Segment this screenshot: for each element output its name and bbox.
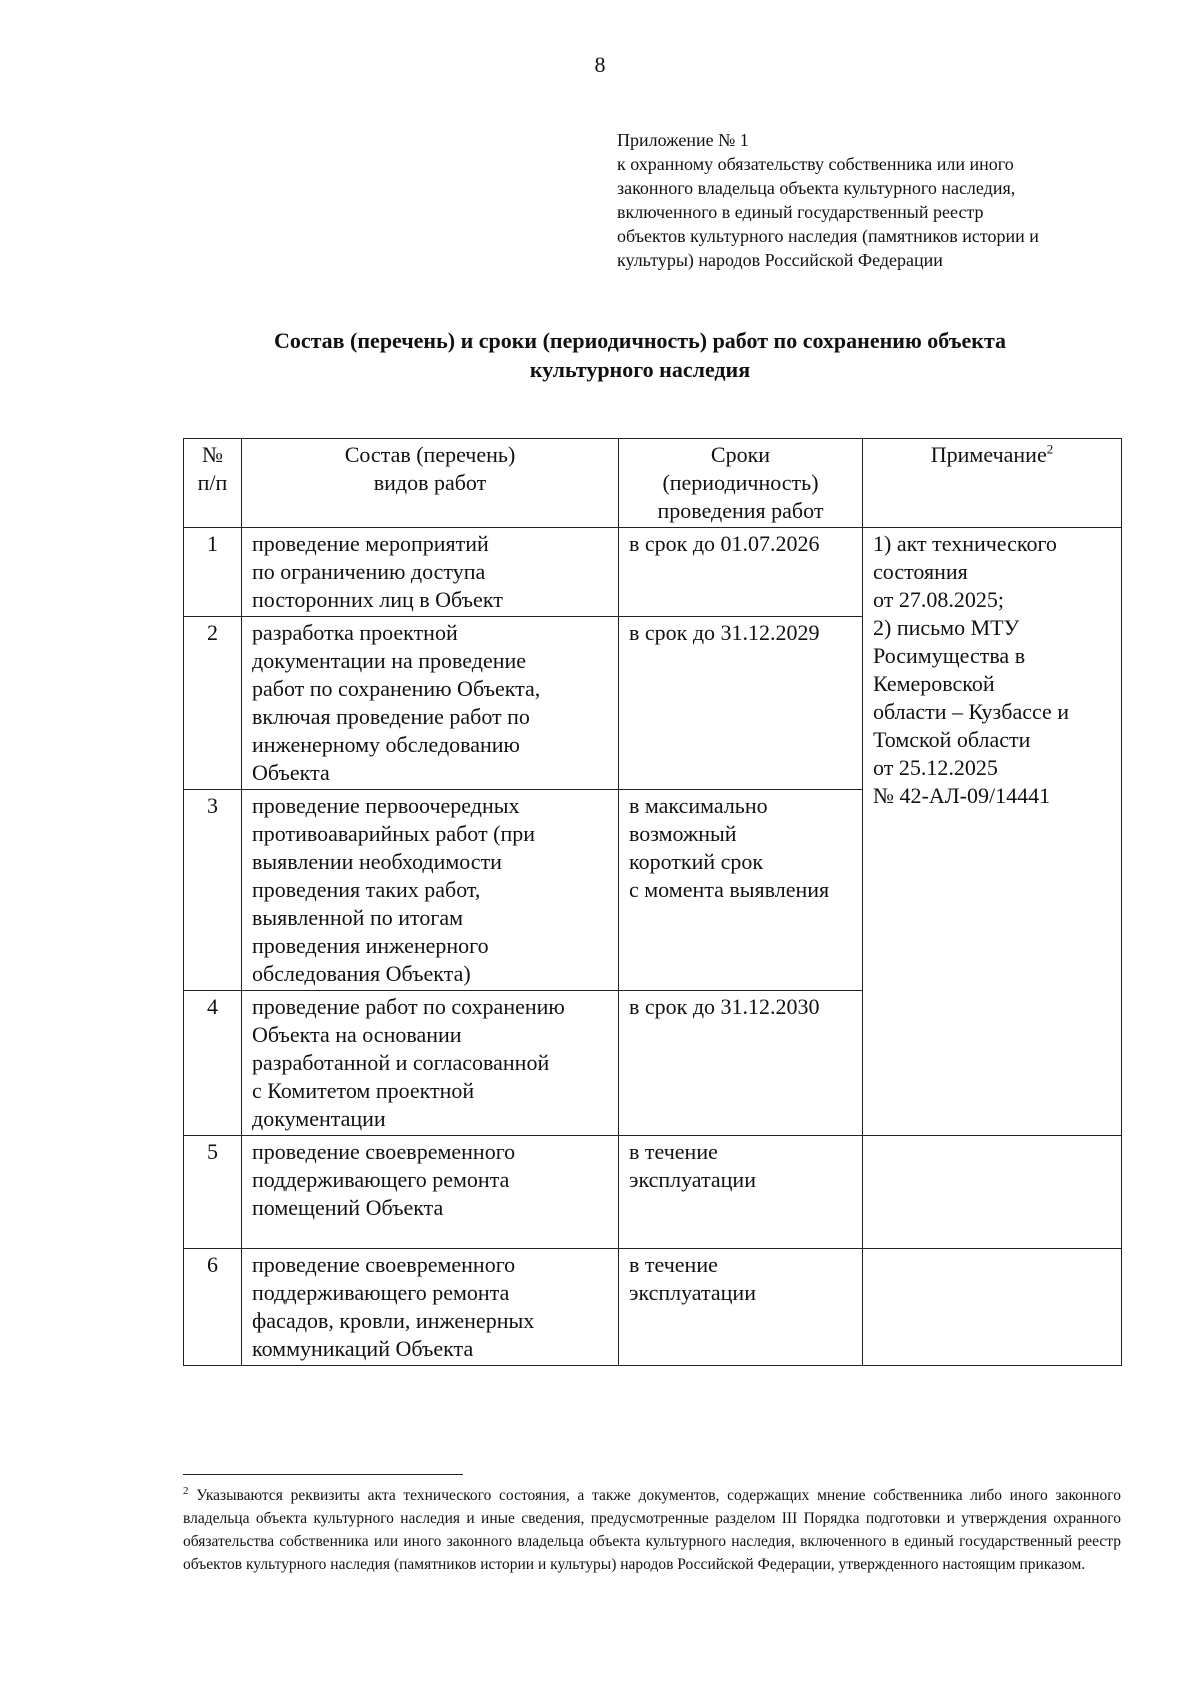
annex-line: Приложение № 1: [617, 130, 749, 150]
row-number: 1: [184, 528, 242, 617]
row-works: проведение своевременного поддерживающего ремонта помещений Объекта: [242, 1136, 619, 1249]
table-row: [184, 1136, 1122, 1249]
row-works: проведение своевременного поддерживающего ремонта фасадов, кровли, инженерных коммуникаций Объекта: [242, 1249, 619, 1366]
row-works: проведение работ по сохранению Объекта на основании разработанной и согласованной с Комитетом проектной документации: [242, 991, 619, 1136]
header-terms: Сроки (периодичность) проведения работ: [619, 439, 863, 528]
row-works: проведение мероприятий по ограничению доступа посторонних лиц в Объект: [242, 528, 619, 617]
merged-note: 1) акт технического состояния от 27.08.2025; 2) письмо МТУ Росимущества в Кемеровской области – Кузбассе и Томской области от 25.12.2025 № 42-АЛ-09/14441: [863, 528, 1122, 1136]
table-row: [184, 528, 1122, 617]
row-note-empty: [863, 1136, 1122, 1249]
row-note-empty: [863, 1249, 1122, 1366]
row-terms: в срок до 31.12.2030: [619, 991, 863, 1136]
footnote-text: Указываются реквизиты акта технического состояния, а также документов, содержащих мнение собственника либо иного законного владельца объекта культурного наследия и иные сведения, предусмотренные разделом III Порядка подготовки и утверждения охранного обязательства собственника или иного законного владельца объекта культурного наследия, включенного в единый государственный реестр объектов культурного наследия (памятников истории и культуры) народов Российской Федерации, утвержденного настоящим приказом.: [183, 1487, 1121, 1573]
header-note: Примечание$^2$: [863, 439, 1122, 528]
row-number: 4: [184, 991, 242, 1136]
footnote-divider: [183, 1474, 463, 1475]
table-header-row: [184, 439, 1122, 528]
row-number: 3: [184, 790, 242, 991]
annex-line: к охранному обязательству собственника или иного: [617, 154, 1014, 174]
annex-line: объектов культурного наследия (памятников истории и: [617, 226, 1039, 246]
header-works: Состав (перечень) видов работ: [242, 439, 619, 528]
row-number: 5: [184, 1136, 242, 1249]
page-number: 8: [594, 52, 606, 77]
row-number: 6: [184, 1249, 242, 1366]
row-works: разработка проектной документации на проведение работ по сохранению Объекта, включая проведение работ по инженерному обследованию Объекта: [242, 617, 619, 790]
annex-line: законного владельца объекта культурного наследия,: [617, 178, 1016, 198]
document-title: [180, 326, 1100, 384]
annex-line: включенного в единый государственный реестр: [617, 202, 984, 222]
row-terms: в срок до 31.12.2029: [619, 617, 863, 790]
annex-header: [617, 128, 1137, 272]
works-table: [183, 438, 1122, 1366]
header-num: № п/п: [184, 439, 242, 528]
title-line: Состав (перечень) и сроки (периодичность) работ по сохранению объекта: [273, 328, 1007, 353]
footnote: [183, 1484, 1121, 1576]
row-number: 2: [184, 617, 242, 790]
row-terms: в течение эксплуатации: [619, 1249, 863, 1366]
row-terms: в срок до 01.07.2026: [619, 528, 863, 617]
row-works: проведение первоочередных противоаварийных работ (при выявлении необходимости проведения таких работ, выявленной по итогам проведения инженерного обследования Объекта): [242, 790, 619, 991]
row-terms: в максимально возможный короткий срок с момента выявления: [619, 790, 863, 991]
row-terms: в течение эксплуатации: [619, 1136, 863, 1249]
annex-line: культуры) народов Российской Федерации: [617, 250, 943, 270]
table-row: [184, 1249, 1122, 1366]
title-line: культурного наследия: [529, 357, 751, 382]
footnote-marker: 2: [183, 1484, 189, 1497]
footnote-ref: 2: [1046, 441, 1054, 457]
